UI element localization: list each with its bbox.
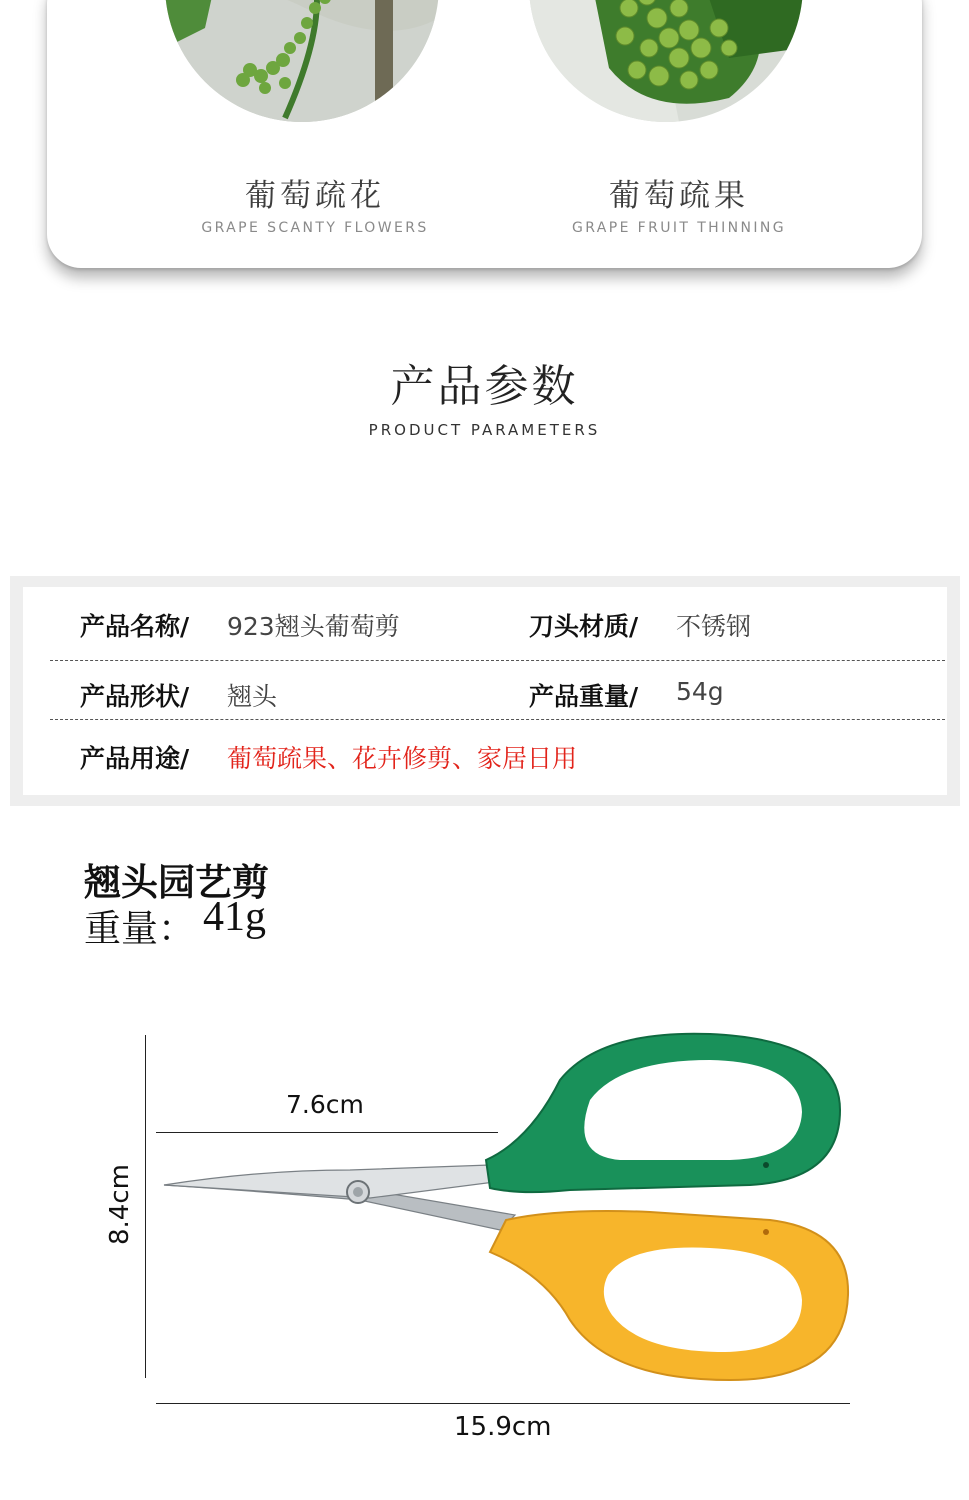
param-label: 产品用途/: [80, 744, 190, 773]
parameters-table-frame: [10, 576, 960, 806]
product-name: 翘头园艺剪: [84, 861, 269, 904]
height-label: 8.4cm: [105, 1164, 135, 1245]
table-row: [23, 657, 947, 717]
total-length-label: 15.9cm: [454, 1412, 552, 1442]
grape-fruit-photo: [529, 0, 803, 122]
table-row: [23, 719, 947, 779]
param-label: 产品名称/: [80, 612, 190, 641]
height-dimension-line: [145, 1035, 146, 1378]
param-value: 翘头: [227, 682, 278, 711]
param-label: 产品形状/: [80, 682, 190, 711]
gallery-caption-en: GRAPE FRUIT THINNING: [571, 220, 787, 236]
gallery-caption-en: GRAPE SCANTY FLOWERS: [201, 220, 429, 236]
gallery-card: [47, 0, 922, 268]
product-weight-value: 41g: [203, 894, 266, 940]
param-value: 不锈钢: [676, 612, 752, 641]
param-value-usage: 葡萄疏果、花卉修剪、家居日用: [227, 744, 578, 773]
param-value: 923翘头葡萄剪: [227, 612, 400, 641]
section-subtitle: PRODUCT PARAMETERS: [368, 421, 601, 439]
grape-flowers-photo: [165, 0, 439, 122]
scissors-image: [150, 1020, 870, 1400]
length-dimension-line: [156, 1403, 850, 1404]
param-label: 刀头材质/: [529, 612, 639, 641]
parameters-table: [23, 587, 947, 795]
gallery-caption-cn: 葡萄疏果: [609, 178, 749, 214]
gallery-caption-cn: 葡萄疏花: [245, 178, 385, 214]
param-label: 产品重量/: [529, 682, 639, 711]
section-title: 产品参数: [390, 361, 579, 412]
product-weight-label: 重量：: [84, 907, 195, 950]
param-value: 54g: [676, 677, 724, 706]
blade-length-label: 7.6cm: [286, 1090, 364, 1119]
table-row: [23, 587, 947, 647]
